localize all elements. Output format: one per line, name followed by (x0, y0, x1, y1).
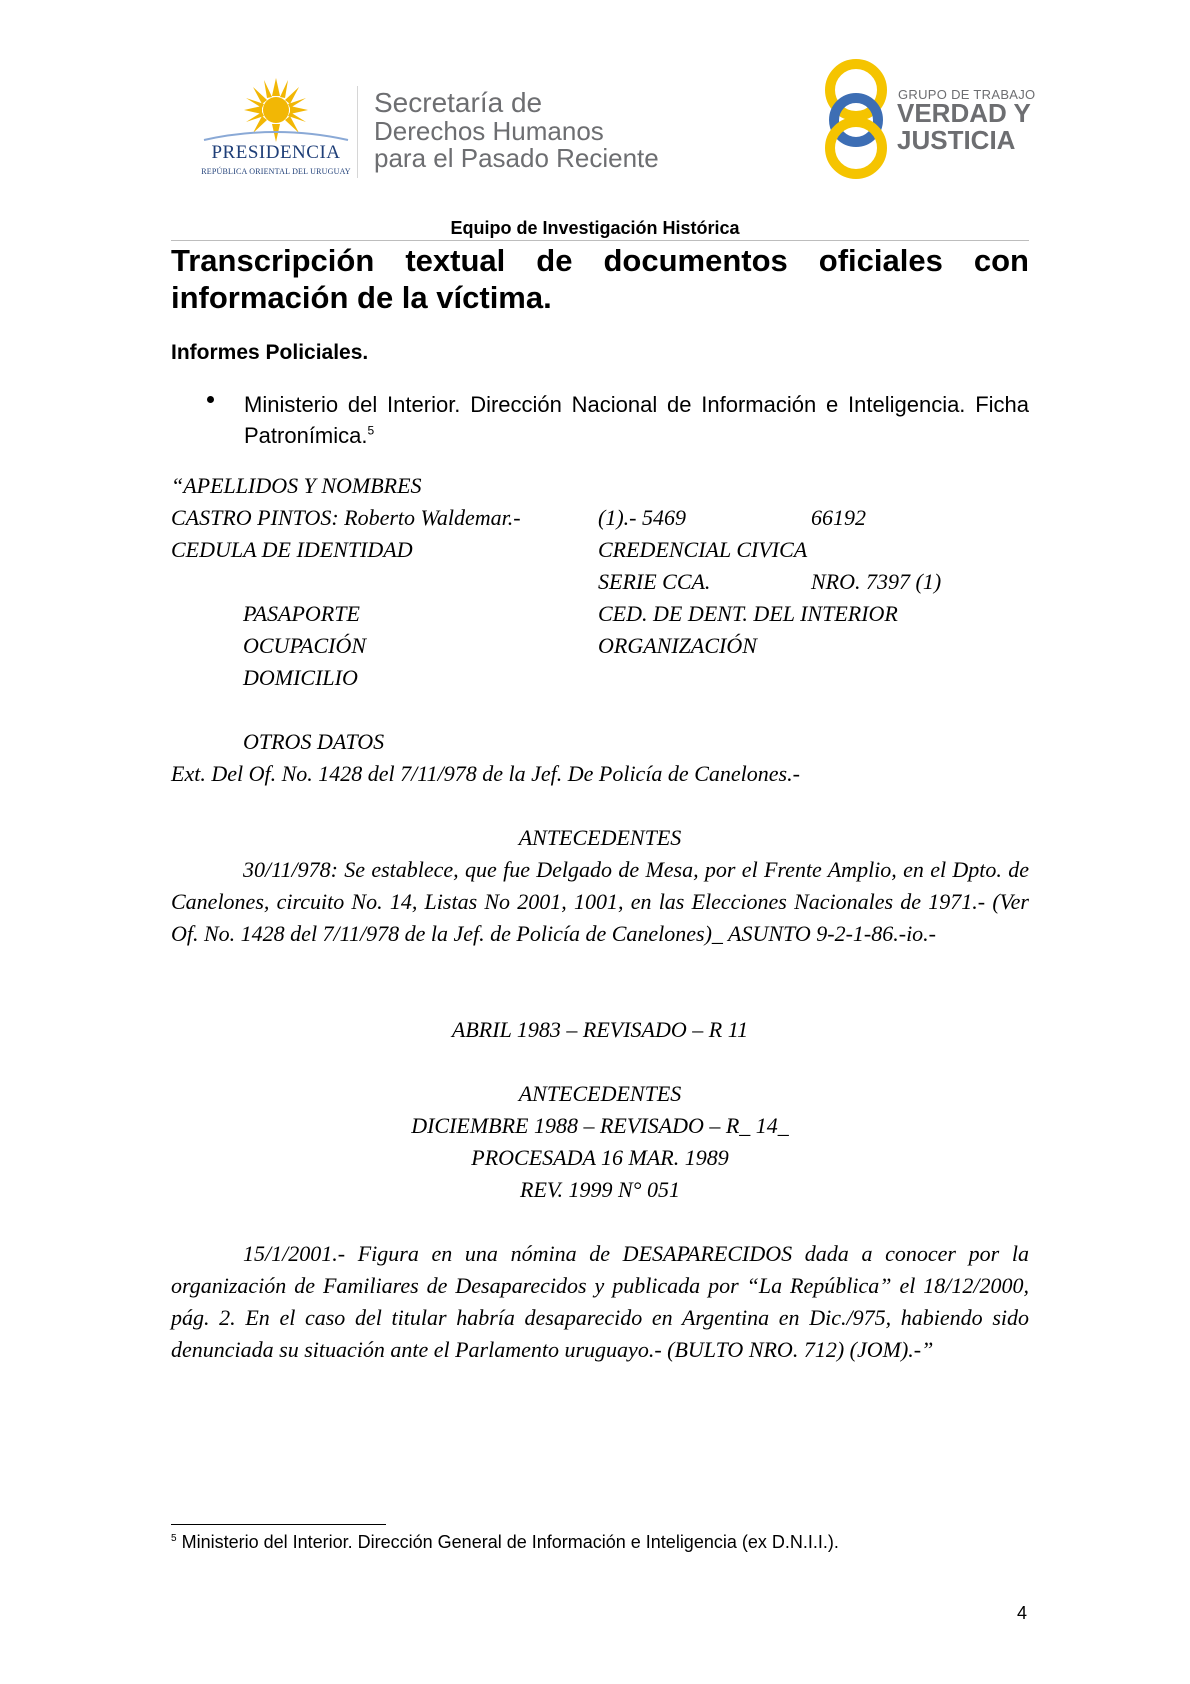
section-header: Equipo de Investigación Histórica (450, 218, 740, 238)
secretaria-line-2: Derechos Humanos (374, 116, 604, 146)
final-paragraph: 15/1/2001.- Figura en una nómina de DESAPARECIDOS dada a conocer por la organización de Familiares de Desaparecidos y publicada por “La República” el 18/12/2000, pág. 2. En el caso del titular habría desaparecido en Argentina en Dic./975, habiendo sido denunciada su situación ante el Parlamento uruguayo.- (BULTO NRO. 712) (JOM).-” (171, 1241, 1029, 1362)
bullet-icon (207, 396, 214, 403)
page-number: 4 (1017, 1603, 1028, 1623)
reference-1: (1).- 5469 (598, 505, 686, 530)
nro-label: NRO. 7397 (1) (811, 569, 942, 594)
otros-datos-label: OTROS DATOS (243, 729, 385, 754)
secretaria-logo-text (374, 88, 659, 172)
revisado-1983: ABRIL 1983 – REVISADO – R 11 (451, 1017, 749, 1042)
presidencia-logo (196, 76, 356, 176)
justicia-label: JUSTICIA (897, 125, 1016, 155)
domicilio-label: DOMICILIO (243, 665, 358, 690)
bullet-item (244, 389, 1029, 451)
presidencia-title: PRESIDENCIA (211, 142, 341, 163)
grupo-de-trabajo-label: GRUPO DE TRABAJO (898, 87, 1036, 102)
secretaria-line-3: para el Pasado Reciente (374, 143, 659, 173)
apellidos-label: “APELLIDOS Y NOMBRES (171, 473, 422, 498)
reference-2: 66192 (811, 505, 866, 530)
antecedentes-heading-2: ANTECEDENTES (518, 1081, 682, 1106)
document-subtitle: Informes Policiales. (171, 341, 369, 364)
document-title: Transcripción textual de documentos oficiales con información de la víctima. (171, 243, 1029, 315)
header-rule (171, 240, 1029, 241)
bullet-text: Ministerio del Interior. Dirección Nacional de Información e Inteligencia. Ficha Patronímica. (244, 392, 1029, 448)
pasaporte-label: PASAPORTE (243, 601, 360, 626)
presidencia-subtitle: REPÚBLICA ORIENTAL DEL URUGUAY (201, 167, 351, 176)
antecedentes-heading-1: ANTECEDENTES (518, 825, 682, 850)
ced-interior-label: CED. DE DENT. DEL INTERIOR (598, 601, 898, 626)
sun-emblem-icon (196, 76, 356, 146)
footnote-number: 5 (171, 1533, 177, 1544)
serie-label: SERIE CCA. (598, 569, 711, 594)
secretaria-line-1: Secretaría de (374, 87, 543, 118)
cedula-label: CEDULA DE IDENTIDAD (171, 537, 413, 562)
footnote (171, 1532, 839, 1553)
victim-name: CASTRO PINTOS: Roberto Waldemar.- (171, 505, 521, 530)
rev-1999: REV. 1999 N° 051 (520, 1177, 680, 1202)
verdad-justicia-label (897, 100, 1031, 154)
footnote-rule (171, 1524, 386, 1525)
organizacion-label: ORGANIZACIÓN (598, 633, 757, 658)
credencial-label: CREDENCIAL CIVICA (598, 537, 808, 562)
revisado-1988: DICIEMBRE 1988 – REVISADO – R_ 14_ (411, 1113, 789, 1138)
antecedentes-paragraph-1: 30/11/978: Se establece, que fue Delgado de Mesa, por el Frente Amplio, en el Dpto. de Canelones, circuito No. 14, Listas No 2001, 1001, en las Elecciones Nacionales de 1971.- (Ver Of. No. 1428 del 7/11/978 de la Jef. de Policía de Canelones)_ ASUNTO 9-2-1-86.-io.- (171, 857, 1029, 946)
footnote-text: Ministerio del Interior. Dirección General de Información e Inteligencia (ex D.N.I.I.). (181, 1532, 839, 1552)
footnote-ref: 5 (367, 423, 375, 438)
otros-datos-text: Ext. Del Of. No. 1428 del 7/11/978 de la Jef. De Policía de Canelones.- (171, 761, 800, 786)
header-divider (357, 86, 358, 178)
procesada-date: PROCESADA 16 MAR. 1989 (471, 1145, 729, 1170)
ocupacion-label: OCUPACIÓN (243, 633, 367, 658)
verdad-label: VERDAD Y (897, 98, 1031, 128)
